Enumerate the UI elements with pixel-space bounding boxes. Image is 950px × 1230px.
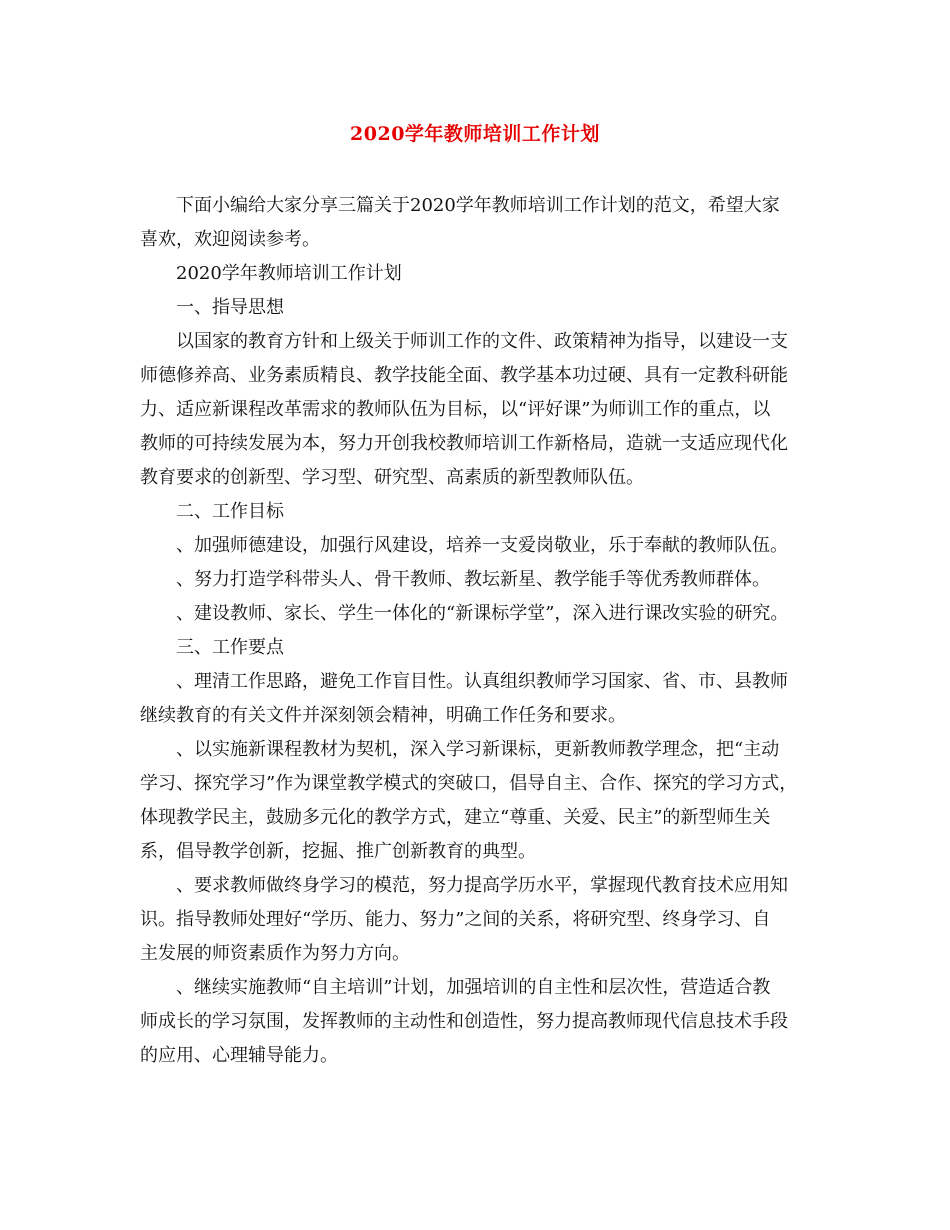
- paragraph: [140, 495, 830, 529]
- paragraph: [140, 563, 830, 597]
- paragraph-line: 的应用、心理辅导能力。: [140, 1045, 338, 1066]
- paragraph-line: 2020学年教师培训工作计划: [176, 263, 402, 284]
- paragraph: [140, 257, 830, 291]
- paragraph-line: 体现教学民主，鼓励多元化的教学方式，建立“尊重、关爱、民主”的新型师生关: [140, 807, 771, 828]
- paragraph-line: 学习、探究学习”作为课堂教学模式的突破口，倡导自主、合作、探究的学习方式，: [140, 773, 798, 794]
- paragraph: [140, 631, 830, 665]
- paragraph: [140, 291, 830, 325]
- paragraph-line: 教师的可持续发展为本，努力开创我校教师培训工作新格局，造就一支适应现代化: [140, 433, 788, 454]
- paragraph-line: 、要求教师做终身学习的模范，努力提高学历水平，掌握现代教育技术应用知: [176, 875, 788, 896]
- paragraph-line: 、建设教师、家长、学生一体化的“新课标学堂”，深入进行课改实验的研究。: [176, 603, 789, 624]
- paragraph: [140, 733, 830, 869]
- paragraph-line: 、继续实施教师“自主培训”计划，加强培训的自主性和层次性，营造适合教: [176, 977, 771, 998]
- document-body: [140, 189, 830, 1073]
- paragraph-line: 识。指导教师处理好“学历、能力、努力”之间的关系，将研究型、终身学习、自: [140, 909, 771, 930]
- paragraph-line: 力、适应新课程改革需求的教师队伍为目标，以“评好课”为师训工作的重点，以: [140, 399, 771, 420]
- paragraph-line: 、以实施新课程教材为契机，深入学习新课标，更新教师教学理念，把“主动: [176, 739, 780, 760]
- paragraph-line: 一、指导思想: [176, 297, 284, 318]
- paragraph: [140, 189, 830, 257]
- paragraph-line: 继续教育的有关文件并深刻领会精神，明确工作任务和要求。: [140, 705, 626, 726]
- paragraph-line: 三、工作要点: [176, 637, 284, 658]
- paragraph-line: 、努力打造学科带头人、骨干教师、教坛新星、教学能手等优秀教师群体。: [176, 569, 770, 590]
- paragraph-line: 下面小编给大家分享三篇关于2020学年教师培训工作计划的范文，希望大家: [176, 195, 780, 216]
- paragraph-line: 师成长的学习氛围，发挥教师的主动性和创造性，努力提高教师现代信息技术手段: [140, 1011, 788, 1032]
- paragraph-line: 喜欢，欢迎阅读参考。: [140, 229, 320, 250]
- paragraph: [140, 869, 830, 971]
- paragraph-line: 二、工作目标: [176, 501, 284, 522]
- paragraph-line: 主发展的师资素质作为努力方向。: [140, 943, 410, 964]
- paragraph-line: 系，倡导教学创新，挖掘、推广创新教育的典型。: [140, 841, 536, 862]
- paragraph-line: 教育要求的创新型、学习型、研究型、高素质的新型教师队伍。: [140, 467, 644, 488]
- paragraph-line: 以国家的教育方针和上级关于师训工作的文件、政策精神为指导，以建设一支: [176, 331, 788, 352]
- paragraph-line: 师德修养高、业务素质精良、教学技能全面、教学基本功过硬、具有一定教科研能: [140, 365, 788, 386]
- document-title: 2020学年教师培训工作计划: [350, 123, 600, 145]
- paragraph: [140, 325, 830, 495]
- paragraph-line: 、加强师德建设，加强行风建设，培养一支爱岗敬业，乐于奉献的教师队伍。: [176, 535, 788, 556]
- paragraph: [140, 529, 830, 563]
- paragraph: [140, 597, 830, 631]
- paragraph-line: 、理清工作思路，避免工作盲目性。认真组织教师学习国家、省、市、县教师: [176, 671, 788, 692]
- paragraph: [140, 665, 830, 733]
- paragraph: [140, 971, 830, 1073]
